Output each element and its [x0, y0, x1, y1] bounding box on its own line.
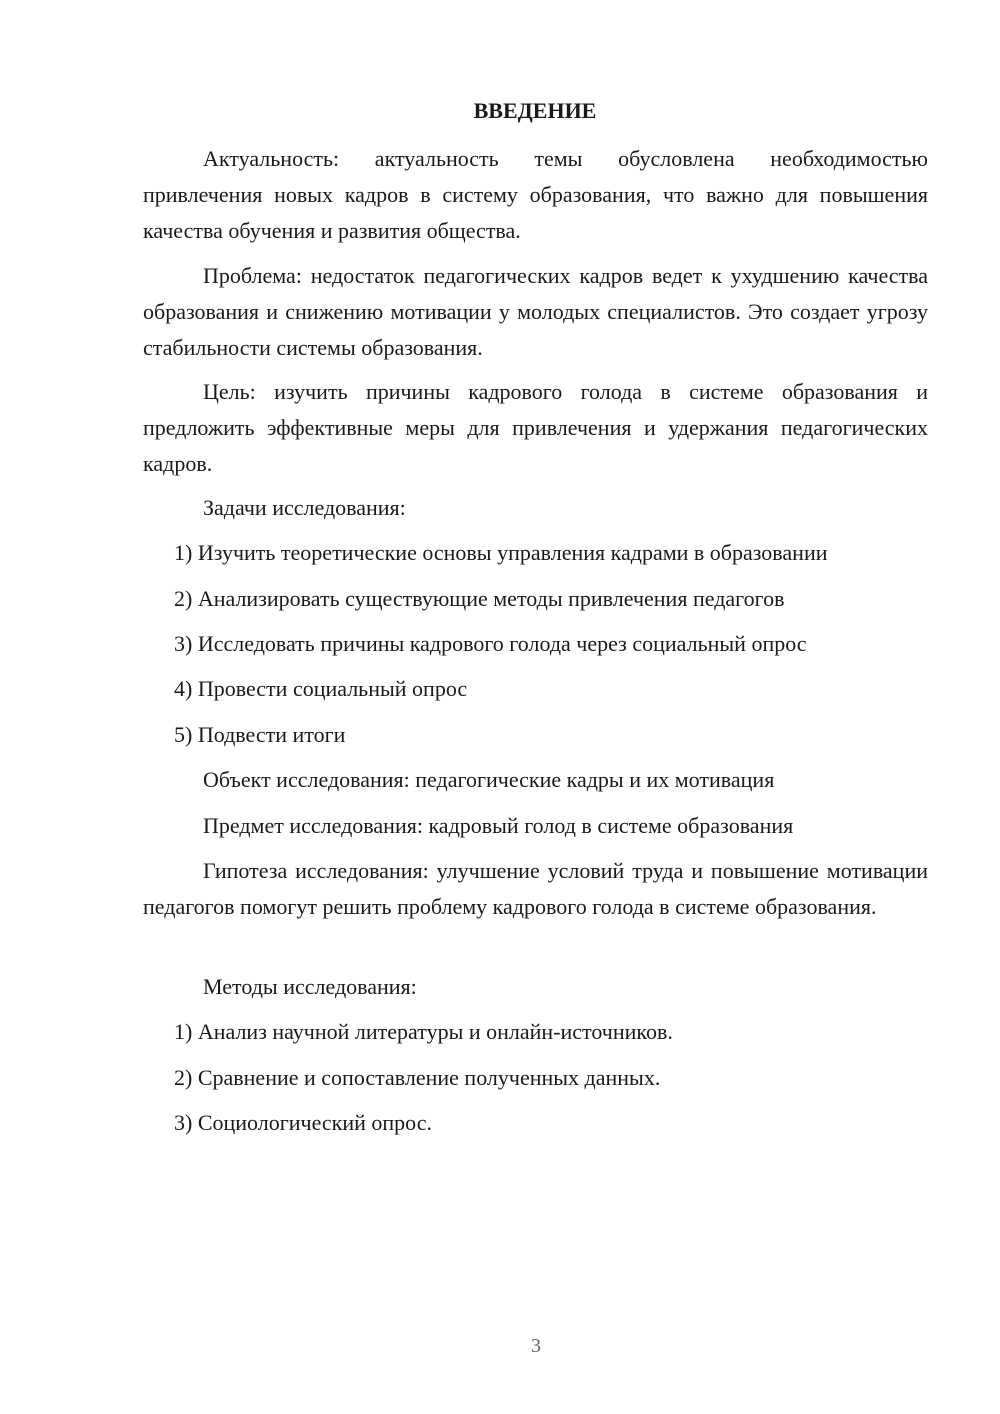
list-item: 2) Анализировать существующие методы привлечения педагогов	[174, 586, 785, 611]
problem-paragraph: Проблема: недостаток педагогических кадров ведет к ухудшению качества образования и снижению мотивации у молодых специалистов. Это создает угрозу стабильности системы образования.	[143, 263, 928, 360]
goal-paragraph: Цель: изучить причины кадрового голода в системе образования и предложить эффективные меры для привлечения и удержания педагогических кадров.	[143, 379, 928, 476]
relevance-paragraph: Актуальность: актуальность темы обусловлена необходимостью привлечения новых кадров в систему образования, что важно для повышения качества обучения и развития общества.	[143, 146, 928, 243]
list-item: 1) Изучить теоретические основы управления кадрами в образовании	[174, 540, 828, 565]
list-item: 1) Анализ научной литературы и онлайн-источников.	[174, 1019, 673, 1044]
object-paragraph: Объект исследования: педагогические кадры и их мотивация	[203, 767, 775, 792]
methods-heading: Методы исследования:	[203, 974, 417, 999]
list-item: 3) Социологический опрос.	[174, 1110, 432, 1135]
page-number: 3	[531, 1335, 541, 1357]
section-title: ВВЕДЕНИЕ	[473, 98, 597, 123]
list-item: 4) Провести социальный опрос	[174, 676, 468, 701]
list-item: 3) Исследовать причины кадрового голода через социальный опрос	[174, 631, 807, 656]
tasks-heading: Задачи исследования:	[203, 495, 406, 520]
hypothesis-paragraph: Гипотеза исследования: улучшение условий труда и повышение мотивации педагогов помогут решить проблему кадрового голода в системе образования.	[143, 858, 928, 919]
subject-paragraph: Предмет исследования: кадровый голод в системе образования	[203, 813, 794, 838]
list-item: 5) Подвести итоги	[174, 722, 346, 747]
list-item: 2) Сравнение и сопоставление полученных данных.	[174, 1065, 661, 1090]
